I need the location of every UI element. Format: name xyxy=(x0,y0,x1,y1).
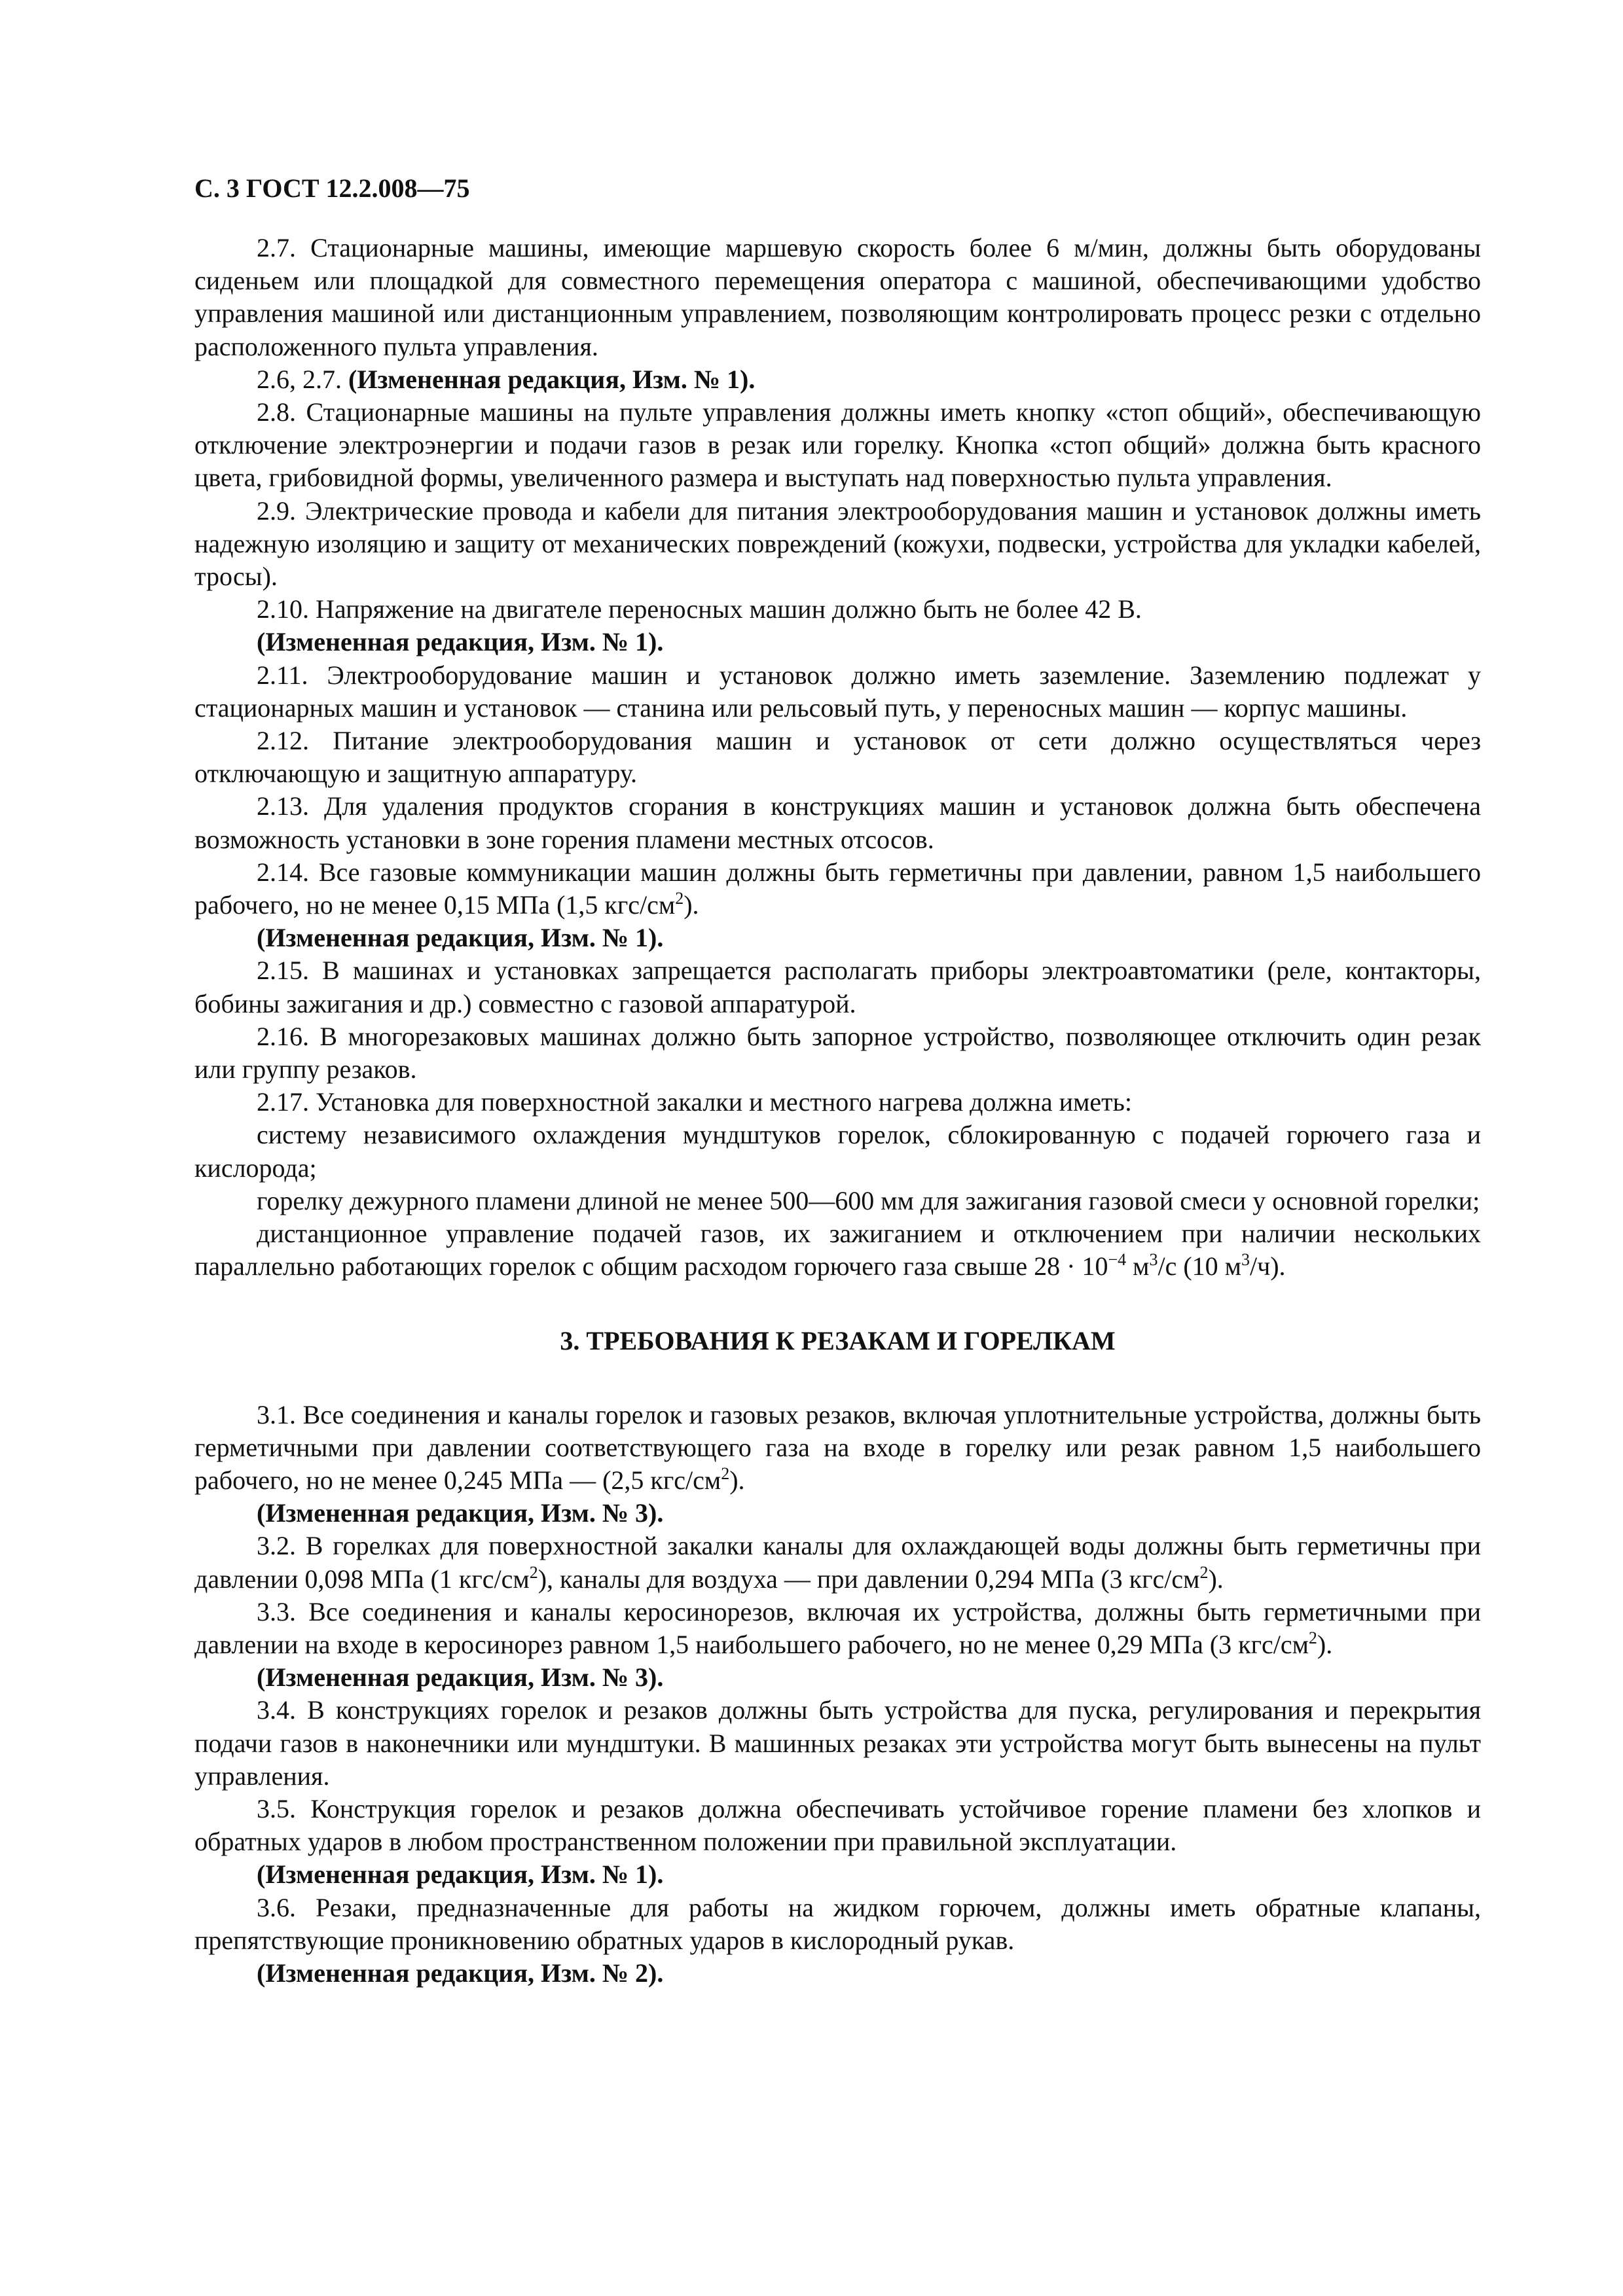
clause-2-17: 2.17. Установка для поверхностной закалки и местного нагрева должна иметь: xyxy=(257,1087,1132,1117)
clause-text-mid: ), каналы для воздуха — при давлении 0,294 МПа (3 кгс/см xyxy=(538,1564,1200,1594)
clause-text: 3.1. Все соединения и каналы горелок и газовых резаков, включая уплотнительные устройства, должны быть герметичными при давлении соответствующего газа на входе в горелку или резак равном 1,5 наибольшего рабочего, но не менее 0,245 МПа — (2,5 кгс/см xyxy=(194,1399,1481,1495)
section-title: 3. ТРЕБОВАНИЯ К РЕЗАКАМ И ГОРЕЛКАМ xyxy=(560,1325,1116,1355)
superscript: 2 xyxy=(1308,1628,1317,1647)
clause-text-end: ). xyxy=(684,890,699,920)
amendment-note: (Измененная редакция, Изм. № 1). xyxy=(257,627,664,657)
clause-2-12: 2.12. Питание электрооборудования машин и установок от сети должно осуществляться через отключающую и защитную аппаратуру. xyxy=(194,726,1481,789)
clause-text-end: /ч). xyxy=(1249,1251,1286,1282)
clause-text-mid: /с (10 м xyxy=(1158,1251,1241,1282)
clause-2-10: 2.10. Напряжение на двигателе переносных машин должно быть не более 42 В. xyxy=(257,594,1142,624)
clause-text: 3.3. Все соединения и каналы керосинорезов, включая их устройства, должны быть герметичными при давлении на входе в керосинорез равном 1,5 наибольшего рабочего, но не менее 0,29 МПа (3 кгс/см xyxy=(194,1596,1481,1659)
clause-number: 2.6, 2.7. xyxy=(257,364,348,394)
clause-text-end: ). xyxy=(729,1465,745,1495)
superscript: 3 xyxy=(1241,1250,1250,1270)
amendment-note: (Измененная редакция, Изм. № 3). xyxy=(257,1662,664,1693)
clause-2-16: 2.16. В многорезаковых машинах должно быть запорное устройство, позволяющее отключить один резак или группу резаков. xyxy=(194,1021,1481,1085)
superscript: 2 xyxy=(1199,1562,1209,1582)
clause-text: 3.2. В горелках для поверхностной закалки каналы для охлаждающей воды должны быть герметичны при давлении 0,098 МПа (1 кгс/см xyxy=(194,1531,1481,1594)
clause-text-end: ). xyxy=(1208,1564,1224,1594)
amendment-note: (Измененная редакция, Изм. № 1). xyxy=(348,364,756,394)
clause-2-9: 2.9. Электрические провода и кабели для питания электрооборудования машин и установок должны иметь надежную изоляцию и защиту от механических повреждений (кожухи, подвески, устройства для укладки кабелей, тросы). xyxy=(194,495,1481,592)
clause-2-8: 2.8. Стационарные машины на пульте управления должны иметь кнопку «стоп общий», обеспечивающую отключение электроэнергии и подачи газов в резак или горелку. Кнопка «стоп общий» должна быть красного цвета, грибовидной формы, увеличенного размера и выступать над поверхностью пульта управления. xyxy=(194,397,1481,493)
amendment-note: (Измененная редакция, Изм. № 2). xyxy=(257,1958,664,1988)
document-page xyxy=(194,171,1481,1990)
clause-2-15: 2.15. В машинах и установках запрещается располагать приборы электроавтоматики (реле, контакторы, бобины зажигания и др.) совместно с газовой аппаратурой. xyxy=(194,956,1481,1018)
amendment-note: (Измененная редакция, Изм. № 3). xyxy=(257,1498,664,1528)
clause-3-2 xyxy=(194,1530,1481,1595)
superscript: 2 xyxy=(675,889,684,908)
clause-2-14 xyxy=(194,856,1481,922)
superscript: 2 xyxy=(721,1463,730,1483)
clause-3-4: 3.4. В конструкциях горелок и резаков должны быть устройства для пуска, регулирования и перекрытия подачи газов в наконечники или мундштуки. В машинных резаках эти устройства могут быть вынесены на пульт управления. xyxy=(194,1695,1481,1791)
clause-3-1 xyxy=(194,1399,1481,1498)
page-header: С. 3 ГОСТ 12.2.008—75 xyxy=(194,173,470,203)
clause-text: дистанционное управление подачей газов, их зажиганием и отключением при наличии нескольких параллельно работающих горелок с общим расходом горючего газа свыше 28 · 10 xyxy=(194,1219,1481,1282)
superscript: 2 xyxy=(529,1562,538,1582)
clause-2-17-item-c xyxy=(194,1217,1481,1283)
clause-2-7: 2.7. Стационарные машины, имеющие маршевую скорость более 6 м/мин, должны быть оборудованы сиденьем или площадкой для совместного перемещения оператора с машиной, обеспечивающими удобство управления машиной или дистанционным управлением, позволяющим контролировать процесс резки с отдельно расположенного пульта управления. xyxy=(194,233,1481,361)
clause-2-6-2-7-amendment xyxy=(194,363,1481,396)
clause-3-3 xyxy=(194,1596,1481,1661)
amendment-note: (Измененная редакция, Изм. № 1). xyxy=(257,923,664,953)
clause-text-mid: м xyxy=(1126,1251,1150,1282)
clause-text-end: ). xyxy=(1317,1629,1333,1659)
clause-2-13: 2.13. Для удаления продуктов сгорания в конструкциях машин и установок должна быть обеспечена возможность установки в зоне горения пламени местных отсосов. xyxy=(194,791,1481,854)
clause-2-17-item-a: систему независимого охлаждения мундштуков горелок, сблокированную с подачей горючего газа и кислорода; xyxy=(194,1120,1481,1183)
clause-2-11: 2.11. Электрооборудование машин и установок должно иметь заземление. Заземлению подлежат у стационарных машин и установок — станина или рельсовый путь, у переносных машин — корпус машины. xyxy=(194,660,1481,723)
superscript: 3 xyxy=(1149,1250,1158,1270)
clause-3-5: 3.5. Конструкция горелок и резаков должна обеспечивать устойчивое горение пламени без хлопков и обратных ударов в любом пространственном положении при правильной эксплуатации. xyxy=(194,1793,1481,1857)
amendment-note: (Измененная редакция, Изм. № 1). xyxy=(257,1859,664,1890)
superscript: −4 xyxy=(1108,1250,1127,1270)
clause-2-17-item-b: горелку дежурного пламени длиной не менее 500—600 мм для зажигания газовой смеси у основной горелки; xyxy=(257,1185,1480,1215)
clause-text: 2.14. Все газовые коммуникации машин должны быть герметичны при давлении, равном 1,5 наибольшего рабочего, но не менее 0,15 МПа (1,5 кгс/см xyxy=(194,857,1481,920)
clause-3-6: 3.6. Резаки, предназначенные для работы на жидком горючем, должны иметь обратные клапаны, препятствующие проникновению обратных ударов в кислородный рукав. xyxy=(194,1892,1481,1955)
